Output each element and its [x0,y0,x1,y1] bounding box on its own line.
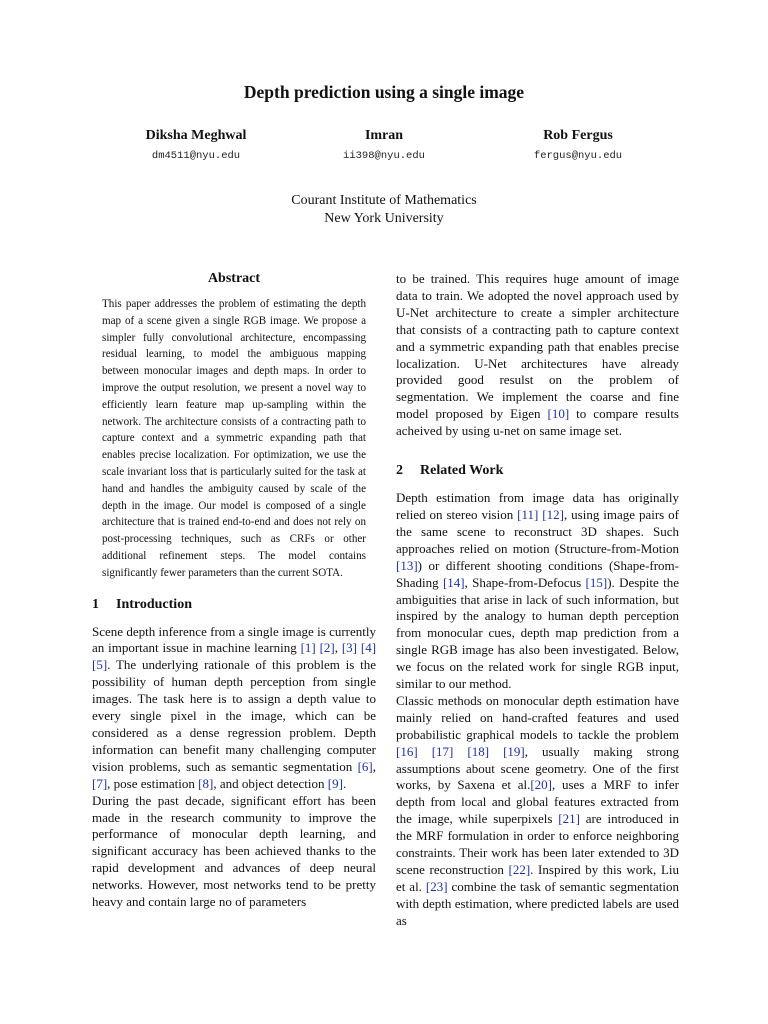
citation-link[interactable]: [1] [300,640,316,656]
affiliation [0,192,768,228]
citation-link[interactable]: [7] [92,775,108,791]
citation-link[interactable]: [9] [327,775,343,791]
intro-paragraph-2-continued: to be trained. This requires huge amount of image data to train. We adopted the novel approach used by U-Net architecture to create a simpler architecture that consists of a contracting path to capture context and a symmetric expanding path that enables precise localization. U-Net architectures have already provided good resulst on the problem of segmentation. We implement the coarse and fine model proposed by Eigen [10] to compare results acheived by using u-net on same image set. [396,271,679,439]
related-paragraph-1: Depth estimation from image data has originally relied on stereo vision [11] [12], using image pairs of the same scene to reconstruct 3D shapes. Such approaches relied on motion (Structure-from-Motion [13]) or different shooting conditions (Shape-from-Shading [14], Shape-from-Defocus [15]). Despite the ambiguities that arise in lack of such information, but inspired by the analogy to human depth perception from monocular cues, depth map prediction from a single RGB image has also been investigated. Below, we focus on the related work for single RGB input, similar to our method. [396,490,679,692]
citation-link[interactable]: [8] [198,775,214,791]
section-title: Related Work [420,463,504,479]
affiliation-line-2: New York University [324,211,444,226]
author-2 [274,127,494,164]
citation-link[interactable]: [16] [396,743,418,759]
author-email: dm4511@nyu.edu [151,150,241,162]
citation-link[interactable]: [15] [585,574,608,590]
author-email: fergus@nyu.edu [533,150,623,162]
citation-link[interactable]: [19] [503,743,525,759]
citation-link[interactable]: [21] [558,811,580,827]
left-column [92,270,376,911]
citation-link[interactable]: [5] [92,657,108,673]
affiliation-line-1: Courant Institute of Mathematics [291,193,477,208]
section-number: 2 [396,463,403,479]
section-number: 1 [92,596,99,612]
section-heading-related-work [396,462,679,480]
citation-link[interactable]: [4] [360,640,377,656]
citation-link[interactable]: [3] [341,640,358,656]
right-column [396,271,679,930]
abstract-text: This paper addresses the problem of estimating the depth map of a scene given a single RGB image. We propose a simpler fully convolutional architecture, encompassing residual learning, to model the ambiguous mapping between monocular images and depth maps. In order to improve the output resolution, we present a novel way to efficiently learn feature map up-sampling within the network. The architecture consists of a contracting path to capture context and a symmetric expanding path that enables precise localization. For optimization, we use the scale invariant loss that is particularly suited for the task at hand and handles the ambiguity caused by scale of the depth in the image. Our model is composed of a single architecture that is trained end-to-end and does not rely on post-processing techniques, such as CRFs or other additional refinement steps. The model contains significantly fewer parameters than the current SOTA. [102,298,366,579]
citation-link[interactable]: [14] [442,574,465,590]
citation-link[interactable]: [11] [517,506,539,522]
author-1 [86,127,306,164]
intro-paragraph-2: During the past decade, significant effort has been made in the research community to improve the performance of monocular depth learning, and significant accuracy has been achieved thanks to the rapid development and advances of deep neural networks. However, most networks tend to be pretty heavy and contain large no of parameters [92,792,376,910]
section-heading-introduction [92,596,376,614]
citation-link[interactable]: [20] [530,777,553,793]
citation-link[interactable]: [18] [467,743,490,759]
section-title: Introduction [116,596,192,612]
author-name: Imran [364,128,404,143]
citation-link[interactable]: [13] [396,557,418,573]
citation-link[interactable]: [2] [319,640,335,656]
citation-link[interactable]: [10] [547,406,570,422]
related-paragraph-2: Classic methods on monocular depth estimation have mainly relied on hand-crafted features and used probabilistic graphical models to tackle the problem [16] [17] [18] [19], usually making strong assumptions about scene geometry. One of the first works, by Saxena et al.[20], uses a MRF to infer depth from local and global features extracted from the image, while superpixels [21] are introduced in the MRF formulation in order to enforce neighboring constraints. Their work has been later extended to 3D scene reconstruction [22]. Inspired by this work, Liu et al. [23] combine the task of semantic segmentation with depth estimation, where predicted labels are used as [396,692,680,928]
author-3 [468,127,688,164]
author-email: ii398@nyu.edu [343,150,425,162]
abstract-heading: Abstract [207,271,261,286]
citation-link[interactable]: [12] [542,506,564,522]
author-name: Rob Fergus [543,128,613,143]
citation-link[interactable]: [6] [357,758,373,774]
citation-link[interactable]: [23] [425,878,448,894]
author-name: Diksha Meghwal [145,128,247,143]
intro-paragraph-1: Scene depth inference from a single image is currently an important issue in machine learning [1] [2], [3] [4] [5]. The underlying rationale of this problem is the possibility of human depth perception from single images. The task here is to assign a depth value to every single pixel in the image, which can be considered as a dense regression problem. Depth information can benefit many challenging computer vision problems, such as semantic segmentation [6], [7], pose estimation [8], and object detection [9]. [92,623,377,791]
citation-link[interactable]: [22] [508,862,531,877]
paper-title: Depth prediction using a single image [243,82,525,102]
citation-link[interactable]: [17] [431,743,454,759]
